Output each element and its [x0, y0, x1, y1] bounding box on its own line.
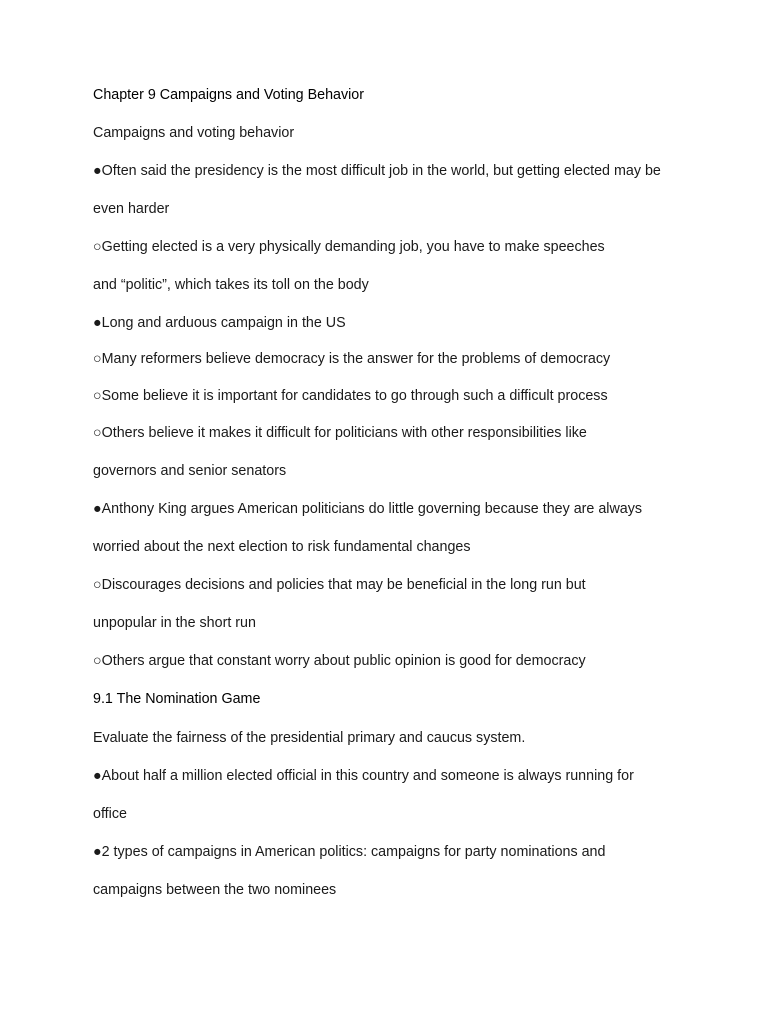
bullet-continuation: worried about the next election to risk fundamental changes — [93, 539, 471, 555]
section-heading: 9.1 The Nomination Game — [93, 691, 261, 707]
sub-bullet-continuation: unpopular in the short run — [93, 615, 256, 631]
sub-bullet-text: ○Getting elected is a very physically demanding job, you have to make speeches — [93, 239, 605, 255]
sub-bullet-continuation: governors and senior senators — [93, 463, 287, 479]
learning-objective: Evaluate the fairness of the presidential primary and caucus system. — [93, 730, 526, 746]
sub-bullet-text: ○Others argue that constant worry about public opinion is good for democracy — [93, 653, 586, 669]
bullet-continuation: office — [93, 806, 127, 822]
sub-bullet-text: ○Some believe it is important for candidates to go through such a difficult process — [93, 388, 608, 404]
chapter-title: Chapter 9 Campaigns and Voting Behavior — [93, 87, 365, 103]
bullet-text: ●Anthony King argues American politicians do little governing because they are always — [93, 501, 643, 517]
bullet-text: ●Long and arduous campaign in the US — [93, 315, 346, 331]
bullet-continuation: even harder — [93, 201, 170, 217]
bullet-text: ●About half a million elected official in this country and someone is always running for — [93, 768, 634, 784]
sub-bullet-continuation: and “politic”, which takes its toll on the body — [93, 277, 369, 293]
sub-bullet-text: ○Discourages decisions and policies that may be beneficial in the long run but — [93, 577, 586, 593]
bullet-text: ●Often said the presidency is the most difficult job in the world, but getting elected may be — [93, 163, 661, 179]
section-subtitle: Campaigns and voting behavior — [93, 125, 295, 141]
sub-bullet-text: ○Others believe it makes it difficult for politicians with other responsibilities like — [93, 425, 587, 441]
sub-bullet-text: ○Many reformers believe democracy is the answer for the problems of democracy — [93, 351, 611, 367]
bullet-text: ●2 types of campaigns in American politics: campaigns for party nominations and — [93, 844, 606, 860]
bullet-continuation: campaigns between the two nominees — [93, 882, 337, 898]
